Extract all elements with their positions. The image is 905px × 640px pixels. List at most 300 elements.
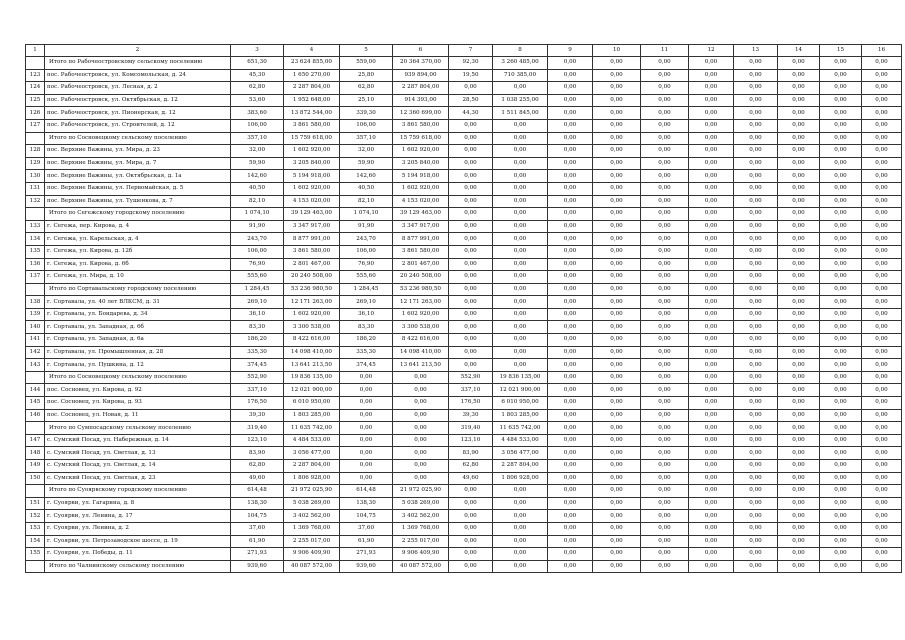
- value-cell: 5 194 918,00: [393, 170, 449, 183]
- value-cell: 21 972 025,90: [284, 485, 340, 498]
- value-cell: 0,00: [340, 422, 393, 435]
- row-number-cell: 129: [26, 157, 45, 170]
- value-cell: 0,00: [493, 170, 548, 183]
- value-cell: 0,00: [641, 321, 689, 334]
- value-cell: 3 402 562,00: [284, 510, 340, 523]
- value-cell: 1 602 920,00: [393, 145, 449, 158]
- value-cell: 138,30: [340, 497, 393, 510]
- value-cell: 0,00: [862, 409, 902, 422]
- value-cell: 19,50: [449, 69, 493, 82]
- value-cell: 374,45: [340, 359, 393, 372]
- value-cell: 5 038 269,00: [284, 497, 340, 510]
- value-cell: 0,00: [548, 560, 593, 573]
- value-cell: 1 602 920,00: [284, 182, 340, 195]
- value-cell: 62,80: [340, 82, 393, 95]
- value-cell: 0,00: [593, 195, 641, 208]
- value-cell: 6 010 950,00: [284, 397, 340, 410]
- value-cell: 2 287 804,00: [284, 82, 340, 95]
- value-cell: 4 153 020,00: [393, 195, 449, 208]
- value-cell: 0,00: [862, 258, 902, 271]
- value-cell: 0,00: [641, 485, 689, 498]
- value-cell: 0,00: [593, 346, 641, 359]
- value-cell: 0,00: [641, 245, 689, 258]
- value-cell: 83,30: [231, 321, 284, 334]
- value-cell: 0,00: [820, 157, 862, 170]
- value-cell: 0,00: [820, 472, 862, 485]
- subtotal-label-cell: Итого по Сосновецкому сельскому поселению: [45, 132, 231, 145]
- address-cell: пос. Рабочеостровск, ул. Лесная, д. 2: [45, 82, 231, 95]
- value-cell: 82,10: [340, 195, 393, 208]
- value-cell: 0,00: [340, 460, 393, 473]
- row-number-cell: 145: [26, 397, 45, 410]
- value-cell: 0,00: [449, 170, 493, 183]
- value-cell: 0,00: [778, 371, 820, 384]
- value-cell: 0,00: [641, 208, 689, 221]
- value-cell: 0,00: [778, 346, 820, 359]
- value-cell: 0,00: [862, 132, 902, 145]
- value-cell: 0,00: [548, 535, 593, 548]
- value-cell: 0,00: [449, 334, 493, 347]
- value-cell: 20 364 370,00: [393, 57, 449, 70]
- value-cell: 0,00: [820, 384, 862, 397]
- value-cell: 0,00: [820, 170, 862, 183]
- row-number-cell: 154: [26, 535, 45, 548]
- value-cell: 0,00: [548, 334, 593, 347]
- value-cell: 0,00: [734, 485, 778, 498]
- value-cell: 0,00: [778, 308, 820, 321]
- value-cell: 0,00: [340, 384, 393, 397]
- value-cell: 0,00: [734, 434, 778, 447]
- subtotal-row: [26, 283, 902, 296]
- row-number-cell: 126: [26, 107, 45, 120]
- address-cell: г. Сортавала, ул. 40 лет ВЛКСМ, д. 31: [45, 296, 231, 309]
- value-cell: 20 240 508,00: [284, 271, 340, 284]
- value-cell: 357,10: [231, 132, 284, 145]
- data-table: [25, 44, 902, 573]
- address-cell: с. Сумский Посад, ул. Светлая, д. 13: [45, 447, 231, 460]
- value-cell: 0,00: [820, 397, 862, 410]
- table-row: [26, 409, 902, 422]
- address-cell: пос. Сосновец, ул. Новая, д. 11: [45, 409, 231, 422]
- value-cell: 0,00: [593, 157, 641, 170]
- value-cell: 0,00: [862, 182, 902, 195]
- value-cell: 0,00: [778, 182, 820, 195]
- value-cell: 176,50: [231, 397, 284, 410]
- value-cell: 0,00: [862, 497, 902, 510]
- value-cell: 39,30: [231, 409, 284, 422]
- value-cell: 0,00: [449, 208, 493, 221]
- value-cell: 0,00: [820, 346, 862, 359]
- value-cell: 0,00: [641, 57, 689, 70]
- value-cell: 0,00: [734, 283, 778, 296]
- row-number-cell: [26, 208, 45, 221]
- table-row: [26, 220, 902, 233]
- value-cell: 651,30: [231, 57, 284, 70]
- value-cell: 0,00: [548, 195, 593, 208]
- table-row: [26, 346, 902, 359]
- value-cell: 0,00: [820, 195, 862, 208]
- value-cell: 0,00: [734, 258, 778, 271]
- value-cell: 0,00: [393, 447, 449, 460]
- value-cell: 0,00: [862, 245, 902, 258]
- value-cell: 0,00: [593, 145, 641, 158]
- value-cell: 0,00: [449, 82, 493, 95]
- value-cell: 0,00: [449, 132, 493, 145]
- subtotal-row: [26, 560, 902, 573]
- value-cell: 0,00: [593, 334, 641, 347]
- value-cell: 0,00: [778, 220, 820, 233]
- value-cell: 3 861 580,00: [284, 119, 340, 132]
- address-cell: пос. Рабочеостровск, ул. Октябрьская, д. 12: [45, 94, 231, 107]
- value-cell: 0,00: [689, 119, 734, 132]
- value-cell: 319,40: [449, 422, 493, 435]
- value-cell: 0,00: [778, 157, 820, 170]
- row-number-cell: 135: [26, 245, 45, 258]
- value-cell: 82,10: [231, 195, 284, 208]
- value-cell: 0,00: [641, 472, 689, 485]
- value-cell: 3 861 580,00: [393, 245, 449, 258]
- address-cell: г. Сегежа, ул. Мира, д. 10: [45, 271, 231, 284]
- value-cell: 0,00: [548, 157, 593, 170]
- value-cell: 1 602 920,00: [393, 308, 449, 321]
- value-cell: 0,00: [593, 422, 641, 435]
- value-cell: 0,00: [340, 434, 393, 447]
- value-cell: 0,00: [493, 296, 548, 309]
- value-cell: 40,50: [340, 182, 393, 195]
- value-cell: 0,00: [641, 510, 689, 523]
- column-number-cell: 9: [548, 45, 593, 57]
- value-cell: 0,00: [862, 107, 902, 120]
- column-number-cell: 12: [689, 45, 734, 57]
- value-cell: 0,00: [778, 397, 820, 410]
- value-cell: 0,00: [862, 220, 902, 233]
- value-cell: 0,00: [862, 359, 902, 372]
- table-row: [26, 245, 902, 258]
- value-cell: 12 021 900,00: [493, 384, 548, 397]
- value-cell: 0,00: [593, 359, 641, 372]
- value-cell: 0,00: [820, 82, 862, 95]
- value-cell: 0,00: [449, 271, 493, 284]
- value-cell: 19 836 135,00: [284, 371, 340, 384]
- value-cell: 0,00: [734, 422, 778, 435]
- value-cell: 53,60: [231, 94, 284, 107]
- value-cell: 0,00: [449, 258, 493, 271]
- value-cell: 0,00: [778, 409, 820, 422]
- value-cell: 0,00: [734, 57, 778, 70]
- value-cell: 25,10: [340, 94, 393, 107]
- table-row: [26, 472, 902, 485]
- value-cell: 62,80: [449, 460, 493, 473]
- value-cell: 138,30: [231, 497, 284, 510]
- value-cell: 0,00: [641, 497, 689, 510]
- value-cell: 21 972 025,90: [393, 485, 449, 498]
- column-number-cell: 7: [449, 45, 493, 57]
- value-cell: 0,00: [548, 57, 593, 70]
- value-cell: 0,00: [449, 182, 493, 195]
- value-cell: 53 236 980,50: [393, 283, 449, 296]
- value-cell: 0,00: [593, 485, 641, 498]
- value-cell: 0,00: [778, 510, 820, 523]
- row-number-cell: [26, 422, 45, 435]
- value-cell: 3 300 538,00: [284, 321, 340, 334]
- value-cell: 0,00: [548, 447, 593, 460]
- value-cell: 12 171 263,00: [393, 296, 449, 309]
- table-row: [26, 334, 902, 347]
- value-cell: 0,00: [862, 69, 902, 82]
- value-cell: 0,00: [548, 94, 593, 107]
- value-cell: 0,00: [689, 346, 734, 359]
- value-cell: 243,70: [340, 233, 393, 246]
- value-cell: 0,00: [689, 233, 734, 246]
- value-cell: 0,00: [548, 485, 593, 498]
- value-cell: 0,00: [449, 321, 493, 334]
- value-cell: 0,00: [641, 157, 689, 170]
- value-cell: 1 038 255,00: [493, 94, 548, 107]
- value-cell: 0,00: [778, 334, 820, 347]
- value-cell: 0,00: [449, 283, 493, 296]
- value-cell: 0,00: [593, 208, 641, 221]
- row-number-cell: 131: [26, 182, 45, 195]
- value-cell: 0,00: [548, 296, 593, 309]
- address-cell: г. Сортавала, ул. Бондарева, д. 34: [45, 308, 231, 321]
- value-cell: 2 801 467,00: [393, 258, 449, 271]
- value-cell: 0,00: [689, 308, 734, 321]
- value-cell: 0,00: [820, 308, 862, 321]
- value-cell: 0,00: [778, 460, 820, 473]
- value-cell: 0,00: [593, 182, 641, 195]
- value-cell: 176,50: [449, 397, 493, 410]
- value-cell: 0,00: [862, 170, 902, 183]
- value-cell: 0,00: [641, 548, 689, 561]
- address-cell: пос. Верхние Важины, ул. Октябрьская, д. 1а: [45, 170, 231, 183]
- value-cell: 1 602 920,00: [393, 182, 449, 195]
- value-cell: 0,00: [734, 157, 778, 170]
- value-cell: 614,48: [231, 485, 284, 498]
- address-cell: г. Сортавала, ул. Промышленная, д. 28: [45, 346, 231, 359]
- value-cell: 0,00: [340, 447, 393, 460]
- value-cell: 0,00: [393, 371, 449, 384]
- value-cell: 0,00: [641, 132, 689, 145]
- value-cell: 0,00: [689, 510, 734, 523]
- value-cell: 0,00: [493, 220, 548, 233]
- value-cell: 106,00: [340, 119, 393, 132]
- value-cell: 0,00: [340, 397, 393, 410]
- table-row: [26, 258, 902, 271]
- value-cell: 0,00: [449, 359, 493, 372]
- value-cell: 0,00: [689, 434, 734, 447]
- value-cell: 0,00: [641, 145, 689, 158]
- value-cell: 0,00: [593, 132, 641, 145]
- value-cell: 0,00: [641, 434, 689, 447]
- row-number-cell: 137: [26, 271, 45, 284]
- address-cell: пос. Сосновец, ул. Кирова, д. 92: [45, 384, 231, 397]
- value-cell: 0,00: [548, 245, 593, 258]
- value-cell: 0,00: [449, 119, 493, 132]
- value-cell: 40,50: [231, 182, 284, 195]
- column-number-cell: 2: [45, 45, 231, 57]
- value-cell: 0,00: [393, 397, 449, 410]
- value-cell: 32,00: [231, 145, 284, 158]
- value-cell: 49,60: [231, 472, 284, 485]
- value-cell: 0,00: [778, 195, 820, 208]
- value-cell: 0,00: [778, 233, 820, 246]
- value-cell: 3 861 580,00: [393, 119, 449, 132]
- value-cell: 104,75: [231, 510, 284, 523]
- value-cell: 0,00: [862, 308, 902, 321]
- subtotal-label-cell: Итого по Рабочеостровскому сельскому поселению: [45, 57, 231, 70]
- value-cell: 0,00: [734, 384, 778, 397]
- value-cell: 0,00: [820, 522, 862, 535]
- value-cell: 0,00: [641, 371, 689, 384]
- value-cell: 0,00: [778, 82, 820, 95]
- table-row: [26, 308, 902, 321]
- value-cell: 0,00: [820, 510, 862, 523]
- value-cell: 0,00: [734, 132, 778, 145]
- value-cell: 14 098 410,00: [284, 346, 340, 359]
- value-cell: 83,30: [340, 321, 393, 334]
- value-cell: 0,00: [778, 434, 820, 447]
- value-cell: 0,00: [449, 560, 493, 573]
- subtotal-row: [26, 371, 902, 384]
- value-cell: 0,00: [689, 460, 734, 473]
- value-cell: 0,00: [449, 308, 493, 321]
- table-row: [26, 522, 902, 535]
- row-number-cell: 147: [26, 434, 45, 447]
- value-cell: 0,00: [641, 560, 689, 573]
- value-cell: 2 287 804,00: [493, 460, 548, 473]
- value-cell: 0,00: [593, 220, 641, 233]
- subtotal-row: [26, 132, 902, 145]
- value-cell: 0,00: [593, 94, 641, 107]
- value-cell: 0,00: [862, 447, 902, 460]
- value-cell: 4 484 533,00: [284, 434, 340, 447]
- value-cell: 0,00: [493, 510, 548, 523]
- value-cell: 0,00: [820, 258, 862, 271]
- row-number-cell: [26, 57, 45, 70]
- value-cell: 0,00: [493, 535, 548, 548]
- value-cell: 53 236 980,50: [284, 283, 340, 296]
- value-cell: 0,00: [862, 510, 902, 523]
- address-cell: г. Сортавала, ул. Западная, д. 6а: [45, 334, 231, 347]
- value-cell: 0,00: [862, 296, 902, 309]
- subtotal-label-cell: Итого по Сортавальскому городскому поселению: [45, 283, 231, 296]
- value-cell: 1 803 285,00: [493, 409, 548, 422]
- value-cell: 0,00: [493, 157, 548, 170]
- row-number-cell: 143: [26, 359, 45, 372]
- value-cell: 0,00: [548, 145, 593, 158]
- value-cell: 1 806 928,00: [284, 472, 340, 485]
- address-cell: с. Сумский Посад, ул. Набережная, д. 14: [45, 434, 231, 447]
- value-cell: 0,00: [548, 132, 593, 145]
- table-row: [26, 510, 902, 523]
- value-cell: 0,00: [820, 371, 862, 384]
- value-cell: 0,00: [734, 346, 778, 359]
- value-cell: 2 287 804,00: [284, 460, 340, 473]
- value-cell: 0,00: [593, 69, 641, 82]
- table-row: [26, 82, 902, 95]
- value-cell: 0,00: [641, 384, 689, 397]
- value-cell: 0,00: [862, 460, 902, 473]
- value-cell: 0,00: [593, 82, 641, 95]
- row-number-cell: 139: [26, 308, 45, 321]
- value-cell: 0,00: [689, 69, 734, 82]
- row-number-cell: 146: [26, 409, 45, 422]
- value-cell: 0,00: [862, 208, 902, 221]
- value-cell: 45,30: [231, 69, 284, 82]
- value-cell: 39 129 463,00: [393, 208, 449, 221]
- address-cell: г. Сегежа, ул. Карельская, д. 4: [45, 233, 231, 246]
- table-row: [26, 145, 902, 158]
- value-cell: 0,00: [548, 422, 593, 435]
- address-cell: г. Суоярви, ул. Победы, д. 11: [45, 548, 231, 561]
- address-cell: с. Сумский Посад, ул. Светлая, д. 23: [45, 472, 231, 485]
- value-cell: 6 010 950,00: [493, 397, 548, 410]
- value-cell: 0,00: [778, 296, 820, 309]
- row-number-cell: 148: [26, 447, 45, 460]
- value-cell: 0,00: [689, 245, 734, 258]
- value-cell: 91,90: [231, 220, 284, 233]
- value-cell: 3 347 917,00: [393, 220, 449, 233]
- value-cell: 0,00: [862, 397, 902, 410]
- value-cell: 59,90: [340, 157, 393, 170]
- value-cell: 555,60: [340, 271, 393, 284]
- value-cell: 0,00: [778, 472, 820, 485]
- value-cell: 0,00: [820, 535, 862, 548]
- value-cell: 0,00: [689, 548, 734, 561]
- subtotal-label-cell: Итого по Чалнинскому сельскому поселению: [45, 560, 231, 573]
- value-cell: 0,00: [689, 283, 734, 296]
- value-cell: 0,00: [548, 510, 593, 523]
- value-cell: 0,00: [689, 132, 734, 145]
- value-cell: 0,00: [778, 57, 820, 70]
- value-cell: 0,00: [689, 422, 734, 435]
- value-cell: 0,00: [862, 283, 902, 296]
- value-cell: 335,30: [231, 346, 284, 359]
- value-cell: 5 194 918,00: [284, 170, 340, 183]
- address-cell: г. Сегежа, пер. Кирова, д. 4: [45, 220, 231, 233]
- value-cell: 0,00: [548, 170, 593, 183]
- table-row: [26, 170, 902, 183]
- value-cell: 11 635 742,00: [284, 422, 340, 435]
- value-cell: 0,00: [689, 359, 734, 372]
- value-cell: 0,00: [593, 434, 641, 447]
- value-cell: 2 255 017,00: [393, 535, 449, 548]
- value-cell: 0,00: [393, 422, 449, 435]
- address-cell: г. Сортавала, ул. Западная, д. 6б: [45, 321, 231, 334]
- table-row: [26, 384, 902, 397]
- value-cell: 0,00: [493, 258, 548, 271]
- value-cell: 0,00: [548, 107, 593, 120]
- value-cell: 0,00: [778, 321, 820, 334]
- value-cell: 0,00: [820, 145, 862, 158]
- value-cell: 0,00: [734, 522, 778, 535]
- value-cell: 0,00: [593, 460, 641, 473]
- value-cell: 0,00: [689, 321, 734, 334]
- value-cell: 0,00: [820, 119, 862, 132]
- value-cell: 3 861 580,00: [284, 245, 340, 258]
- value-cell: 76,90: [340, 258, 393, 271]
- value-cell: 0,00: [393, 384, 449, 397]
- value-cell: 4 484 533,00: [493, 434, 548, 447]
- column-number-cell: 5: [340, 45, 393, 57]
- value-cell: 0,00: [820, 334, 862, 347]
- value-cell: 0,00: [493, 522, 548, 535]
- value-cell: 91,90: [340, 220, 393, 233]
- value-cell: 19 836 135,00: [493, 371, 548, 384]
- value-cell: 0,00: [548, 548, 593, 561]
- address-cell: г. Сортавала, ул. Пушкина, д. 12: [45, 359, 231, 372]
- subtotal-label-cell: Итого по Сегежскому городскому поселению: [45, 208, 231, 221]
